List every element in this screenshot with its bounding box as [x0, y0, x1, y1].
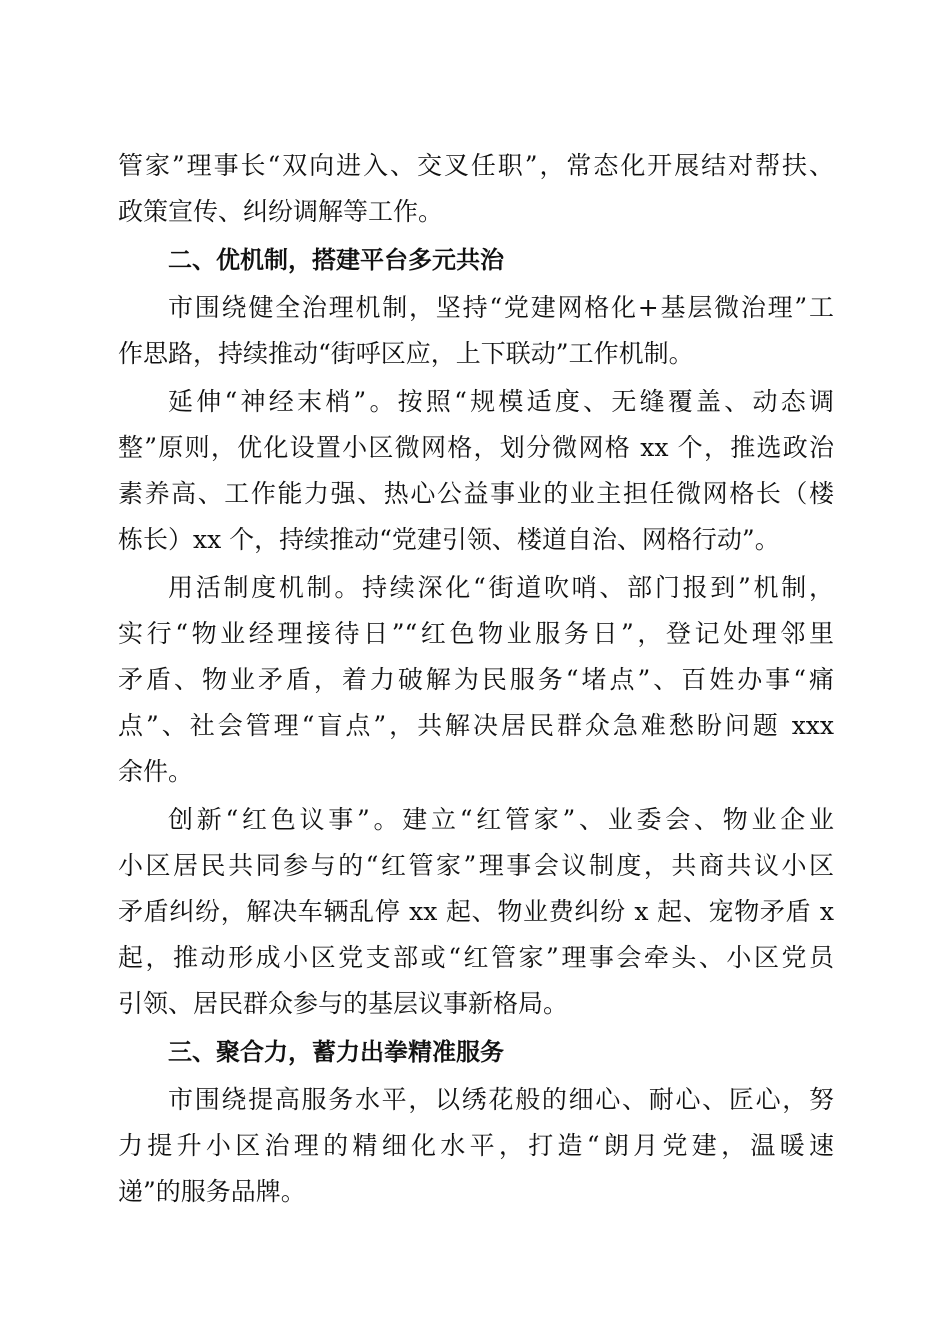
paragraph-system-mechanism [118, 565, 834, 795]
document-page [118, 143, 834, 1215]
text-line: 市围绕健全治理机制，坚持“党建网格化+基层微治理”工 [168, 293, 834, 322]
paragraph-red-deliberation [118, 797, 834, 1027]
text-line: 整”原则，优化设置小区微网格，划分微网格 xx 个，推选政治 [118, 433, 834, 462]
text-line: 矛盾、物业矛盾，着力破解为民服务“堵点”、百姓办事“痛 [118, 665, 834, 694]
section-heading-2: 二、优机制，搭建平台多元共治 [168, 246, 504, 274]
text-line: 市围绕提高服务水平，以绣花般的细心、耐心、匠心，努 [168, 1085, 834, 1114]
paragraph-service-intro [118, 1077, 834, 1215]
text-line: 作思路，持续推动“街呼区应，上下联动”工作机制。 [118, 339, 694, 368]
text-line: 余件。 [118, 757, 194, 786]
paragraph-mechanism-intro [118, 285, 834, 377]
text-line: 小区居民共同参与的“红管家”理事会议制度，共商共议小区 [118, 851, 834, 880]
text-line: 实行“物业经理接待日”“红色物业服务日”，登记处理邻里 [118, 619, 834, 648]
text-line: 递”的服务品牌。 [118, 1177, 306, 1206]
text-line: 延伸“神经末梢”。按照“规模适度、无缝覆盖、动态调 [168, 387, 834, 416]
text-line: 栋长）xx 个，持续推动“党建引领、楼道自治、网格行动”。 [118, 525, 780, 554]
text-line: 引领、居民群众参与的基层议事新格局。 [118, 989, 569, 1018]
text-line: 起，推动形成小区党支部或“红管家”理事会牵头、小区党员 [118, 943, 834, 972]
text-line: 矛盾纠纷，解决车辆乱停 xx 起、物业费纠纷 x 起、宠物矛盾 x [118, 897, 834, 926]
text-line: 管家”理事长“双向进入、交叉任职”，常态化开展结对帮扶、 [118, 151, 834, 180]
text-line: 力提升小区治理的精细化水平，打造“朗月党建，温暖速 [118, 1131, 834, 1160]
text-line: 点”、社会管理“盲点”，共解决居民群众急难愁盼问题 xxx [118, 711, 834, 740]
paragraph-extend-nerve-endings [118, 379, 834, 563]
section-heading-3: 三、聚合力，蓄力出拳精准服务 [168, 1038, 504, 1066]
text-line: 用活制度机制。持续深化“街道吹哨、部门报到”机制， [168, 573, 834, 602]
text-line: 政策宣传、纠纷调解等工作。 [118, 197, 444, 226]
paragraph-continuation [118, 143, 834, 235]
text-line: 创新“红色议事”。建立“红管家”、业委会、物业企业 [168, 805, 834, 834]
text-line: 素养高、工作能力强、热心公益事业的业主担任微网格长（楼 [118, 479, 834, 508]
